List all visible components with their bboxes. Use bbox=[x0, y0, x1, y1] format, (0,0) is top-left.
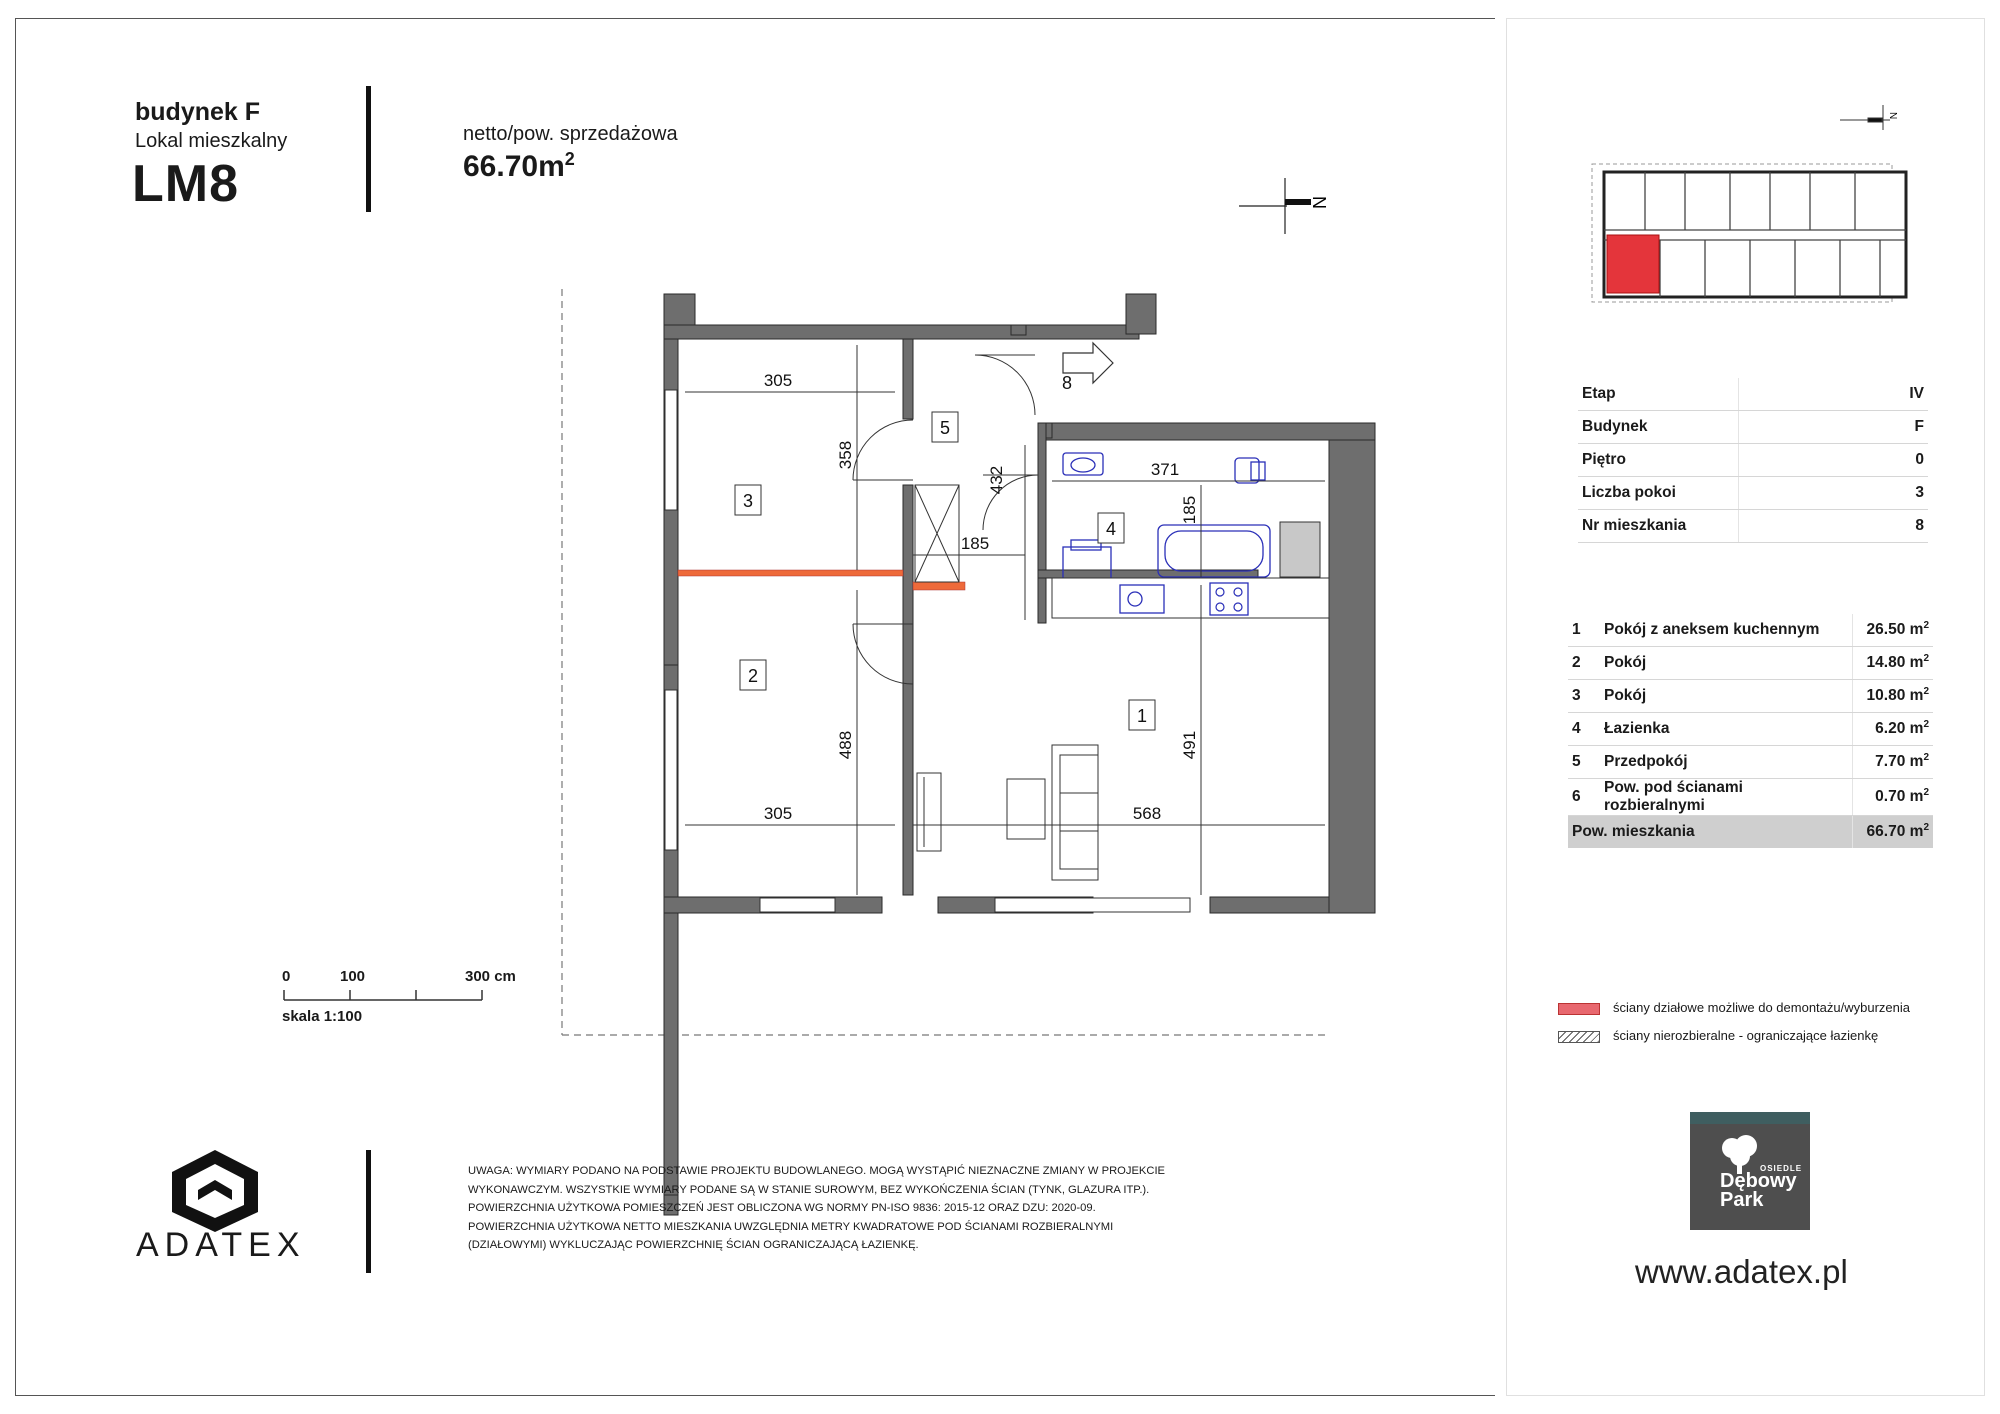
total-row bbox=[1568, 816, 1933, 849]
info-label: Liczba pokoi bbox=[1578, 477, 1739, 510]
table-row bbox=[1568, 746, 1933, 779]
removable-wall bbox=[678, 570, 903, 576]
compass-icon bbox=[1235, 170, 1329, 240]
info-value: 3 bbox=[1739, 477, 1929, 510]
entrance-number: 8 bbox=[1061, 373, 1073, 393]
room-number: 4 bbox=[1568, 713, 1600, 746]
table-row bbox=[1578, 510, 1928, 543]
logo-top-band bbox=[1690, 1112, 1810, 1124]
living-furniture bbox=[917, 745, 1098, 880]
unit-code: LM8 bbox=[132, 155, 239, 213]
scale-bar bbox=[282, 988, 486, 1004]
room-name: Pokój bbox=[1600, 647, 1853, 680]
room-area: 0.70 $m^2$ bbox=[1853, 779, 1934, 816]
room-name: Łazienka bbox=[1600, 713, 1853, 746]
header-divider bbox=[366, 86, 371, 212]
dim-room3-width: 305 bbox=[763, 371, 793, 390]
notice-line: (DZIAŁOWYMI) WYKLUCZAJĄC POWIERZCHNIĘ ŚCIAN OGRANICZAJĄCĄ ŁAZIENKĘ. bbox=[468, 1239, 919, 1251]
notice-text bbox=[468, 1162, 1228, 1255]
dim-hall-depth: 432 bbox=[987, 465, 1006, 495]
total-area: 66.70 $m^2$ bbox=[1853, 816, 1934, 849]
unit-type-label: Lokal mieszkalny bbox=[135, 130, 288, 152]
debowy-park-logo bbox=[1690, 1112, 1810, 1230]
dim-room2-width: 305 bbox=[763, 804, 793, 823]
dim-room2-depth: 488 bbox=[836, 730, 855, 760]
room-label-1: 1 bbox=[1136, 706, 1148, 726]
key-plan bbox=[1590, 100, 1930, 310]
info-label: Etap bbox=[1578, 378, 1739, 411]
legend-swatch-fixed bbox=[1558, 1031, 1600, 1043]
dim-hall-width: 185 bbox=[960, 534, 990, 553]
notice-line: WYKONAWCZYM. WSZYSTKIE WYMIARY PODANE SĄ W STANIE SUROWYM, BEZ WYKOŃCZENIA ŚCIAN (TYNK, GLAZURA ITP.). bbox=[468, 1183, 1150, 1196]
table-row bbox=[1568, 779, 1933, 816]
room-area: 14.80 $m^2$ bbox=[1853, 647, 1934, 680]
dim-room1-width: 568 bbox=[1132, 804, 1162, 823]
room-name: Pow. pod ścianami rozbieralnymi bbox=[1600, 779, 1853, 816]
estate-name: Dębowy Park bbox=[1720, 1170, 1797, 1211]
table-row bbox=[1568, 713, 1933, 746]
keyplan-north-label: N bbox=[1887, 112, 1898, 120]
room-label-3: 3 bbox=[742, 491, 754, 511]
scale-tick-300: 300 cm bbox=[465, 968, 516, 985]
dim-room1-depth: 491 bbox=[1180, 730, 1199, 760]
info-label: Piętro bbox=[1578, 444, 1739, 477]
table-row bbox=[1568, 614, 1933, 647]
keyplan-highlighted-unit bbox=[1607, 235, 1659, 293]
info-value: 8 bbox=[1739, 510, 1929, 543]
dim-room3-depth: 358 bbox=[836, 440, 855, 470]
notice-line: UWAGA: WYMIARY PODANO NA PODSTAWIE PROJEKTU BUDOWLANEGO. MOGĄ WYSTĄPIĆ NIEZNACZNE ZMIANY W PROJEKCIE bbox=[468, 1165, 1166, 1177]
dim-bath-depth: 185 bbox=[1180, 495, 1199, 525]
notice-line: POWIERZCHNIA UŻYTKOWA POMIESZCZEŃ JEST OBLICZONA WG NORMY PN-ISO 9836: 2015-12 ORAZ DZU: 2020-09. bbox=[468, 1202, 1096, 1214]
room-name: Pokój z aneksem kuchennym bbox=[1600, 614, 1853, 647]
oak-tree-icon bbox=[1718, 1134, 1762, 1174]
building-label: budynek F bbox=[135, 98, 261, 126]
notice-line: POWIERZCHNIA UŻYTKOWA NETTO MIESZKANIA UWZGLĘDNIA METRY KWADRATOWE POD ŚCIANAMI ROZBIERALNYMI bbox=[468, 1220, 1114, 1233]
table-row bbox=[1578, 444, 1928, 477]
area-label: netto/pow. sprzedażowa bbox=[463, 123, 678, 145]
table-row bbox=[1578, 378, 1928, 411]
wardrobe bbox=[915, 485, 959, 582]
room-number: 6 bbox=[1568, 779, 1600, 816]
total-label: Pow. mieszkania bbox=[1568, 816, 1853, 849]
estate-small-label: OSIEDLE bbox=[1760, 1164, 1803, 1173]
removable-wall-stub bbox=[913, 582, 965, 590]
room-area: 6.20 $m^2$ bbox=[1853, 713, 1934, 746]
room-number: 2 bbox=[1568, 647, 1600, 680]
footer-divider bbox=[366, 1150, 371, 1273]
room-area: 26.50 $m^2$ bbox=[1853, 614, 1934, 647]
scale-tick-0: 0 bbox=[282, 968, 291, 985]
legend-removable-walls: ściany działowe możliwe do demontażu/wyburzenia bbox=[1613, 1000, 1910, 1015]
room-label-5: 5 bbox=[939, 418, 951, 438]
area-value: $66.70m^2$ bbox=[463, 149, 575, 183]
kitchen-counter bbox=[1052, 578, 1329, 618]
room-label-4: 4 bbox=[1105, 519, 1117, 539]
info-label: Nr mieszkania bbox=[1578, 510, 1739, 543]
info-value: IV bbox=[1739, 378, 1929, 411]
info-value: F bbox=[1739, 411, 1929, 444]
room-number: 5 bbox=[1568, 746, 1600, 779]
table-row bbox=[1578, 477, 1928, 510]
floor-plan bbox=[555, 285, 1345, 1040]
legend-fixed-walls: ściany nierozbieralne - ograniczające łazienkę bbox=[1613, 1028, 1879, 1043]
scale-tick-100: 100 bbox=[340, 968, 366, 985]
info-label: Budynek bbox=[1578, 411, 1739, 444]
room-number: 3 bbox=[1568, 680, 1600, 713]
table-row bbox=[1568, 680, 1933, 713]
rooms-table bbox=[1568, 614, 1933, 848]
adatex-logo-icon bbox=[168, 1148, 262, 1232]
room-area: 7.70 $m^2$ bbox=[1853, 746, 1934, 779]
table-row bbox=[1578, 411, 1928, 444]
compass-north-label: N bbox=[1309, 196, 1329, 209]
room-label-2: 2 bbox=[747, 666, 759, 686]
shower-tray bbox=[1280, 522, 1320, 577]
legend-swatch-removable bbox=[1558, 1003, 1600, 1015]
scale-label: skala 1:100 bbox=[282, 1008, 363, 1025]
room-name: Pokój bbox=[1600, 680, 1853, 713]
table-row bbox=[1568, 647, 1933, 680]
dim-bath-width: 371 bbox=[1150, 460, 1180, 479]
website-link[interactable]: www.adatex.pl bbox=[1635, 1253, 1848, 1290]
room-number: 1 bbox=[1568, 614, 1600, 647]
room-name: Przedpokój bbox=[1600, 746, 1853, 779]
room-area: 10.80 $m^2$ bbox=[1853, 680, 1934, 713]
unit-info-table bbox=[1578, 378, 1928, 543]
info-value: 0 bbox=[1739, 444, 1929, 477]
adatex-logo-text: ADATEX bbox=[136, 1226, 306, 1264]
